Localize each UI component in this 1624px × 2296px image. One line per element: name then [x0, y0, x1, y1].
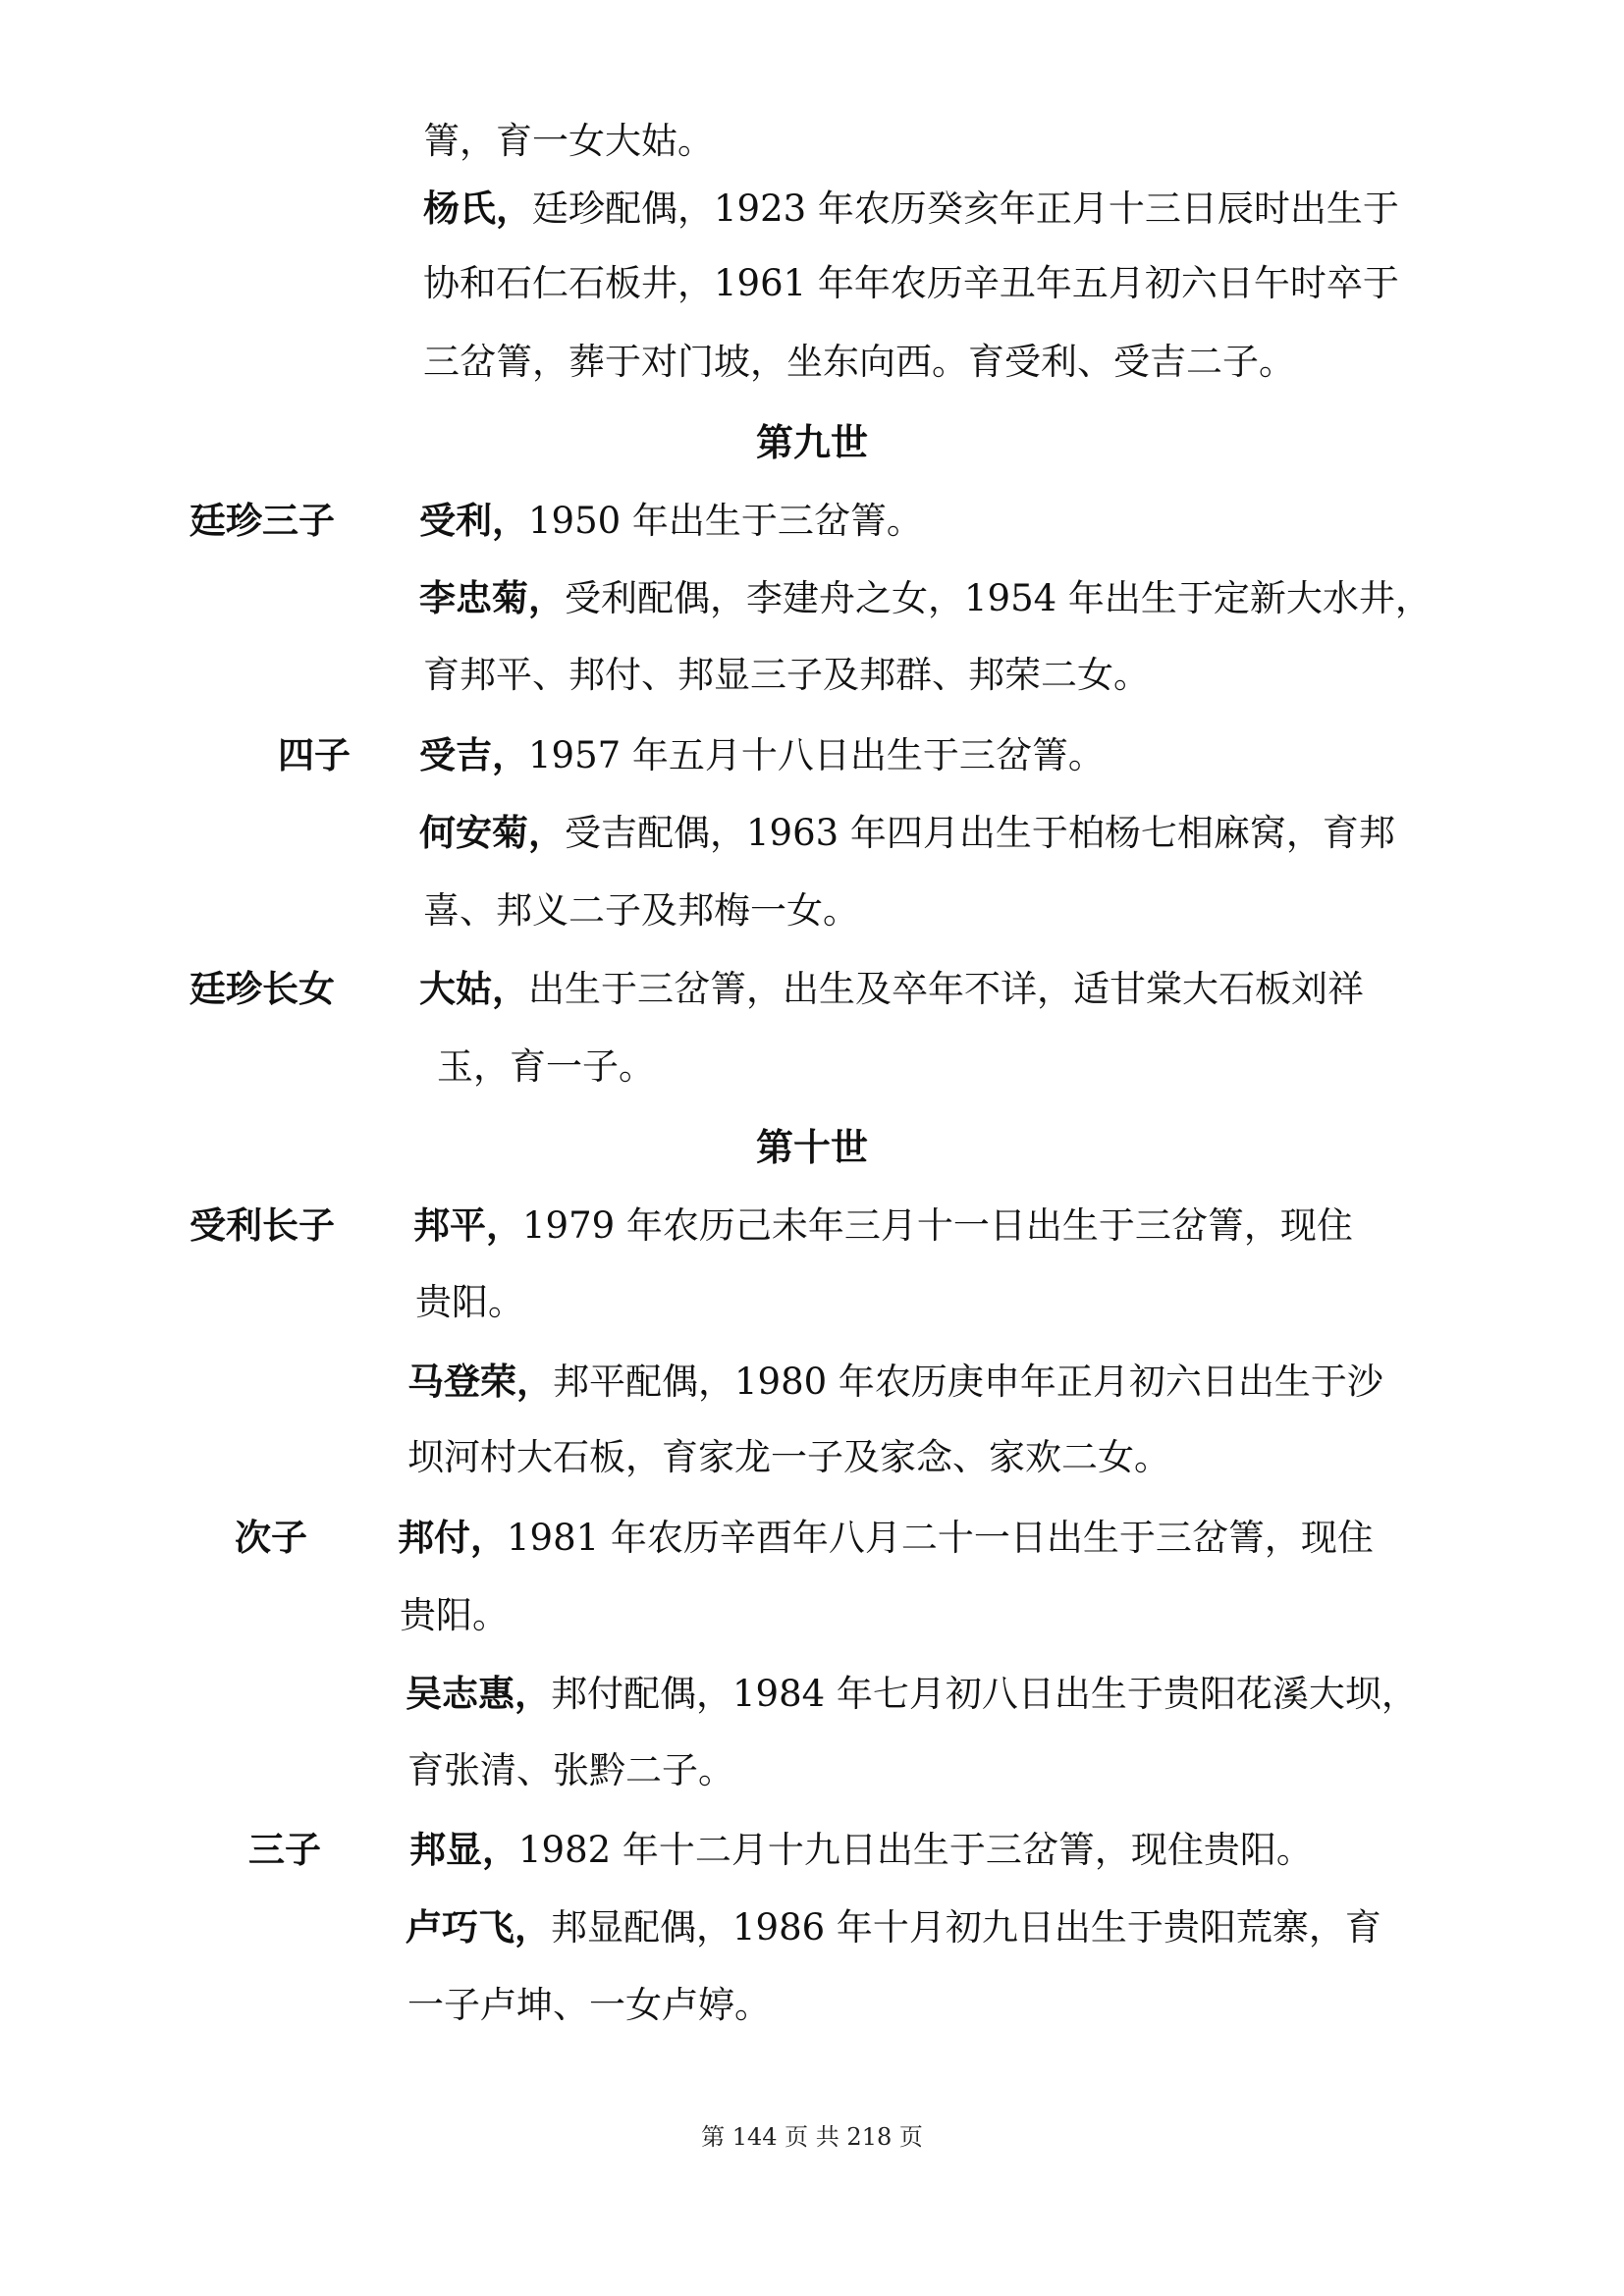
person-name: 何安菊，	[419, 811, 565, 854]
line: 协和石仁石板井，1961 年年农历辛丑年五月初六日午时卒于	[423, 262, 1399, 304]
relation-label: 四子	[278, 733, 351, 776]
entry-shouli	[419, 499, 923, 543]
entry-yang-shi	[423, 187, 1399, 231]
person-name: 邦付，	[398, 1516, 507, 1559]
relation-label: 廷珍三子	[189, 499, 335, 542]
relation-label: 受利长子	[189, 1203, 335, 1247]
entry-text: 廷珍配偶，1923 年农历癸亥年正月十三日辰时出生于	[532, 187, 1399, 230]
person-name: 受吉，	[419, 733, 528, 776]
entry-text: 邦付配偶，1984 年七月初八日出生于贵阳花溪大坝，	[551, 1673, 1418, 1715]
person-name: 吴志惠，	[406, 1672, 551, 1715]
person-name: 李忠菊，	[419, 576, 565, 619]
generation-heading-10: 第十世	[755, 1125, 868, 1169]
entry-text: 1981 年农历辛酉年八月二十一日出生于三岔箐，现住	[507, 1517, 1374, 1559]
line-continuation: 箐，育一女大姑。	[423, 120, 714, 162]
entry-text: 受利配偶，李建舟之女，1954 年出生于定新大水井，	[565, 577, 1432, 619]
entry-he-anju	[419, 811, 1395, 855]
person-name: 受利，	[419, 499, 528, 542]
entry-li-zhongju	[419, 576, 1432, 620]
line: 育邦平、邦付、邦显三子及邦群、邦荣二女。	[423, 654, 1150, 696]
entry-text: 邦平配偶，1980 年农历庚申年正月初六日出生于沙	[553, 1361, 1383, 1403]
entry-text: 1982 年十二月十九日出生于三岔箐，现住贵阳。	[518, 1829, 1313, 1871]
person-name: 邦显，	[409, 1828, 518, 1871]
entry-text: 出生于三岔箐，出生及卒年不详，适甘棠大石板刘祥	[528, 968, 1364, 1010]
line: 贵阳。	[415, 1281, 524, 1323]
line: 三岔箐，葬于对门坡，坐东向西。育受利、受吉二子。	[423, 341, 1295, 383]
line: 一子卢坤、一女卢婷。	[407, 1984, 771, 2026]
entry-bangxian	[409, 1828, 1313, 1872]
relation-label: 廷珍长女	[189, 967, 335, 1010]
entry-text: 1957 年五月十八日出生于三岔箐。	[528, 734, 1105, 776]
relation-label: 次子	[235, 1516, 307, 1559]
entry-bangfu	[398, 1516, 1374, 1560]
entry-text: 1950 年出生于三岔箐。	[528, 500, 923, 542]
person-name: 杨氏，	[423, 187, 532, 230]
line: 贵阳。	[400, 1594, 509, 1636]
entry-lu-qiaofei	[406, 1905, 1381, 1949]
line: 喜、邦义二子及邦梅一女。	[423, 889, 859, 932]
relation-label: 三子	[248, 1828, 321, 1871]
entry-text: 邦显配偶，1986 年十月初九日出生于贵阳荒寨，育	[551, 1906, 1381, 1949]
line: 育张清、张黔二子。	[407, 1749, 734, 1791]
entry-bangping	[413, 1203, 1353, 1248]
line: 玉，育一子。	[437, 1045, 655, 1088]
entry-wu-zhihui	[406, 1672, 1418, 1716]
entry-text: 1979 年农历己未年三月十一日出生于三岔箐，现住	[522, 1204, 1353, 1247]
entry-ma-dengrong	[407, 1360, 1383, 1404]
page-footer: 第 144 页 共 218 页	[701, 2123, 923, 2151]
entry-text: 受吉配偶，1963 年四月出生于柏杨七相麻窝，育邦	[565, 812, 1395, 854]
person-name: 大姑，	[419, 967, 528, 1010]
entry-dagu	[419, 967, 1364, 1011]
person-name: 邦平，	[413, 1203, 522, 1247]
line: 坝河村大石板，育家龙一子及家念、家欢二女。	[407, 1436, 1170, 1478]
person-name: 马登荣，	[407, 1360, 553, 1403]
entry-shouji	[419, 733, 1105, 777]
person-name: 卢巧飞，	[406, 1905, 551, 1949]
generation-heading-9: 第九世	[755, 420, 868, 464]
